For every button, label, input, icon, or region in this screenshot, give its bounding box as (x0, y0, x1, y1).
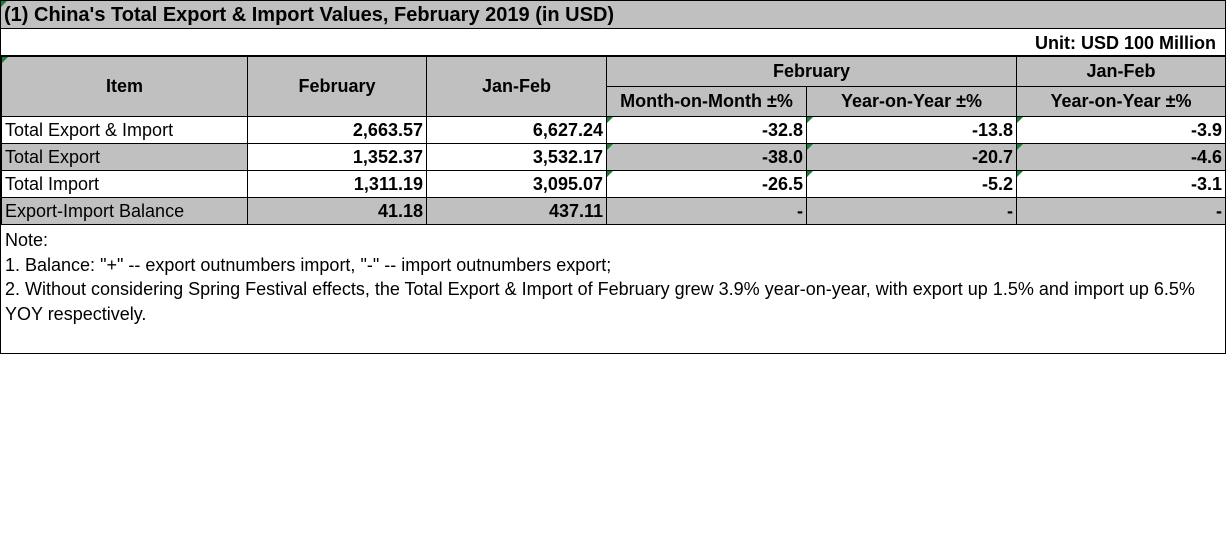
table-row (2, 198, 1226, 225)
row-jan-feb: 3,532.17 (427, 144, 607, 171)
notes (1, 226, 1225, 354)
note-heading: Note: (5, 230, 49, 250)
header-yoy-jan-feb: Year-on-Year ±% (1017, 87, 1226, 117)
table-row (2, 117, 1226, 144)
row-mom: - (607, 198, 807, 225)
table-row (2, 144, 1226, 171)
row-yoy-jan-feb: -3.9 (1017, 117, 1226, 144)
row-item: Total Import (2, 171, 248, 198)
note-line-1: 1. Balance: "+" -- export outnumbers import, "-" -- import outnumbers export; (5, 254, 612, 275)
row-mom: -26.5 (607, 171, 807, 198)
row-yoy-jan-feb: -3.1 (1017, 171, 1226, 198)
table-row (2, 171, 1226, 198)
header-item: Item (2, 57, 248, 117)
row-february: 41.18 (248, 198, 427, 225)
note-line-2: 2. Without considering Spring Festival effects, the Total Export & Import of February grew 3.9% year-on-year, with export up 1.5% and import up 6.5% YOY respectively. (5, 279, 1195, 324)
header-february: February (248, 57, 427, 117)
row-yoy-jan-feb: - (1017, 198, 1226, 225)
header-yoy-february: Year-on-Year ±% (807, 87, 1017, 117)
header-group-february: February (607, 57, 1017, 87)
header-group-jan-feb: Jan-Feb (1017, 57, 1226, 87)
row-yoy-feb: -5.2 (807, 171, 1017, 198)
row-jan-feb: 3,095.07 (427, 171, 607, 198)
row-item: Total Export (2, 144, 248, 171)
table-title: (1) China's Total Export & Import Values, February 2019 (in USD) (1, 1, 1225, 29)
row-jan-feb: 437.11 (427, 198, 607, 225)
row-jan-feb: 6,627.24 (427, 117, 607, 144)
row-item: Export-Import Balance (2, 198, 248, 225)
trade-table (1, 56, 1226, 225)
row-february: 2,663.57 (248, 117, 427, 144)
row-yoy-feb: -20.7 (807, 144, 1017, 171)
row-mom: -32.8 (607, 117, 807, 144)
row-february: 1,352.37 (248, 144, 427, 171)
row-february: 1,311.19 (248, 171, 427, 198)
row-item: Total Export & Import (2, 117, 248, 144)
row-yoy-feb: -13.8 (807, 117, 1017, 144)
row-mom: -38.0 (607, 144, 807, 171)
unit-label: Unit: USD 100 Million (1, 29, 1225, 56)
header-month-on-month: Month-on-Month ±% (607, 87, 807, 117)
header-jan-feb: Jan-Feb (427, 57, 607, 117)
row-yoy-jan-feb: -4.6 (1017, 144, 1226, 171)
row-yoy-feb: - (807, 198, 1017, 225)
